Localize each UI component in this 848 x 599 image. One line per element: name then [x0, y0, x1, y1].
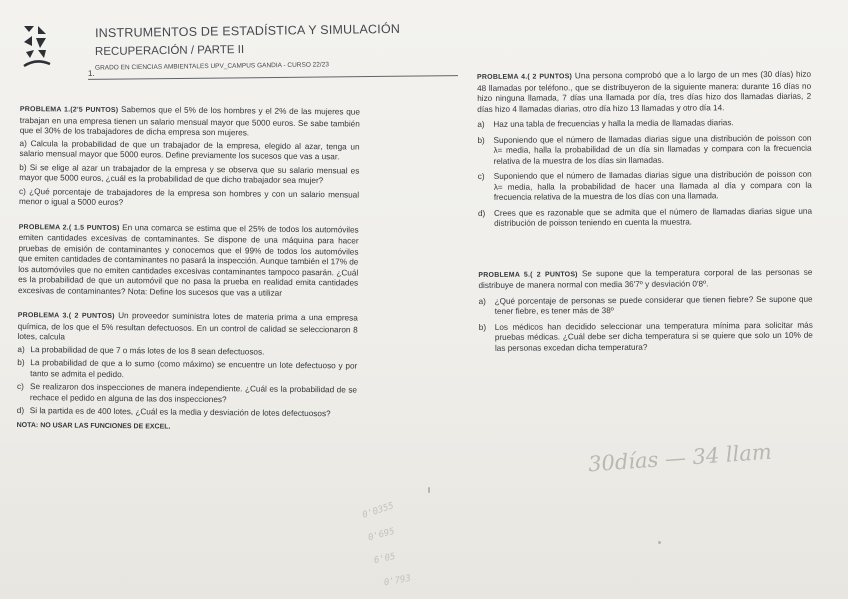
item-text: ¿Qué porcentaje de personas se puede considerar que tienen fiebre? Se supone que tener fiebre, es tener más de 38º [494, 294, 813, 316]
problem-5 [478, 267, 813, 354]
right-column [477, 70, 813, 368]
problem-1-item [19, 138, 359, 163]
pencil-dot [428, 487, 430, 493]
item-text: a) Calcula la probabilidad de que un trabajador de la empresa, elegido al azar, tenga un salario mensual mayor que 5000 euros. Define previamente los sucesos que vas a usar. [19, 138, 360, 162]
problem-4-item [477, 133, 811, 167]
item-text: Crees que es razonable que se admita que el número de llamadas diarias sigue una distribución de poisson teniendo en cuenta la muestra. [493, 206, 813, 228]
problem-1 [19, 104, 360, 211]
item-text: b) Si se elige al azar un trabajador de la empresa y se observa que su salario mensual es mayor que 5000 euros, ¿cuál es la probabilidad de que dicho trabajador sea mujer? [19, 162, 360, 186]
item-marker: c) [477, 171, 485, 181]
item-marker: c) [16, 381, 24, 392]
item-text: Suponiendo que el número de llamadas diarias sigue una distribución de poisson con λ= media, halla la probabilidad de hacer una llamada al día y compara con la frecuencia relativa de la muestra de los días con una llamada. [493, 169, 812, 202]
problem-3-item [17, 358, 357, 383]
item-text: Suponiendo que el número de llamadas diarias sigue una distribución de poisson con λ= media, halla la probabilidad de un día sin llamadas y compara con la frecuencia relativa de la muestra de los días sin llamadas. [493, 133, 812, 166]
problem-2-statement: En una comarca se estima que el 25% de todos los automóviles emiten cantidades excesivas de contaminantes. Se dispone de una máquina para hacer pruebas de emisión de contaminantes y conocemos que el 99% de todos los automóviles que emiten cantidades de contaminantes no pasará la inspección. Aunque también el 17% de los automóviles que no emiten cantidades excesivas contaminantes tampoco pasarán. ¿Cuál es la probabilidad de que un automóvil que no pasa la prueba en realidad emita cantidades excesivas de contaminantes? Nota: Define los sucesos que vas a utilizar [18, 222, 359, 298]
item-text: Los médicos han decidido seleccionar una temperatura mínima para solicitar más pruebas médicas. ¿Cuál debe ser dicha temperatura si se quiere que solo un 10% de las personas excedan dicha temperatura? [494, 320, 813, 353]
problem-4-statement: Una persona comprobó que a lo largo de un mes (30 días) hizo 48 llamadas por teléfono., que se distribuyeron de la siguiente manera: durante 16 días no hizo ninguna llamada, 7 días una llamada por día, tres días hizo dos llamadas diarias, 2 días hizo 4 llamadas diarias, otro día hizo 13 llamadas y otro día 14. [477, 69, 812, 114]
left-column [16, 104, 360, 449]
degree-line: GRADO EN CIENCIAS AMBIENTALES UPV_CAMPUS GANDIA - CURSO 22/23 [94, 61, 329, 72]
excel-note: NOTA: NO USAR LAS FUNCIONES DE EXCEL. [16, 421, 171, 431]
problem-3-statement: Un proveedor suministra lotes de materia prima a una empresa química, de los que el 5% resultan defectuosos. En un control de calidad se seleccionaron 8 lotes, calcula [17, 311, 358, 342]
item-marker: a) [478, 296, 486, 306]
problem-4-item [477, 118, 811, 131]
handwritten-note: 30días — 34 llam [587, 439, 773, 477]
item-text: c) ¿Qué porcentaje de trabajadores de la empresa son hombres y con un salario mensual menor o igual a 5000 euros? [18, 186, 360, 208]
item-text: La probabilidad de que a lo sumo (como máximo) se encuentre un lote defectuoso y por tanto se admita el pedido. [30, 358, 358, 379]
course-title: INSTRUMENTOS DE ESTADÍSTICA Y SIMULACIÓN [94, 21, 401, 41]
problem-3 [17, 310, 358, 435]
problem-1-item [19, 162, 359, 187]
item-marker: a) [477, 119, 485, 129]
problem-5-item [479, 320, 813, 354]
item-marker: b) [17, 357, 25, 368]
name-line-number: 1. [87, 68, 95, 78]
problem-4-item [478, 170, 812, 204]
handwritten-figure: 0'0355 [361, 501, 396, 521]
problem-2 [18, 221, 359, 299]
exam-subtitle: RECUPERACIÓN / PARTE II [94, 43, 245, 59]
problem-1-statement: Sabemos que el 5% de los hombres y el 2% de las mujeres que trabajan en una empresa tienen un salario mensual mayor que 5000 euros. Se sabe también que el 30% de los trabajadores de dicha empresa son mujeres. [19, 105, 360, 138]
item-marker: b) [478, 322, 487, 332]
university-logo-icon [22, 22, 78, 72]
problem-5-tag: PROBLEMA 5.( 2 PUNTOS) [478, 270, 578, 279]
name-line [87, 68, 458, 80]
problem-3-tag: PROBLEMA 3.( 2 PUNTOS) [17, 311, 115, 321]
problem-3-item [17, 344, 357, 358]
item-text: La probabilidad de que 7 o más lotes de los 8 sean defectuosos. [30, 344, 265, 357]
problem-4 [477, 70, 812, 230]
item-text: Se realizaron dos inspecciones de manera independiente. ¿Cuál es la probabilidad de se rechace el pedido en alguna de las dos inspecciones? [29, 382, 358, 404]
item-marker: a) [17, 344, 25, 354]
problem-3-item [17, 382, 357, 407]
problem-5-statement: Se supone que la temperatura corporal de las personas se distribuye de manera normal con media 36'7º y desviación 0'8º. [478, 267, 813, 290]
problem-5-item [479, 294, 813, 317]
problem-4-item [478, 206, 812, 229]
pencil-dot [658, 541, 661, 544]
problem-3-item [17, 406, 357, 420]
problem-1-item [19, 186, 359, 211]
item-text: Si la partida es de 400 lotes, ¿Cuál es la media y desviación de lotes defectuosos? [29, 406, 331, 419]
item-marker: d) [16, 405, 25, 416]
item-marker: d) [477, 208, 486, 218]
handwritten-figure: 6'05 [373, 551, 397, 567]
item-marker: b) [477, 135, 485, 145]
handwritten-figure: 0'695 [367, 526, 396, 544]
problem-2-tag: PROBLEMA 2.( 1.5 PUNTOS) [18, 223, 120, 232]
item-text: Haz una tabla de frecuencias y halla la media de llamadas diarias. [493, 118, 734, 129]
handwritten-figure: 0'793 [383, 573, 412, 589]
problem-1-tag: PROBLEMA 1.(2'5 PUNTOS) [19, 105, 119, 115]
problem-4-tag: PROBLEMA 4.( 2 PUNTOS) [477, 73, 573, 81]
